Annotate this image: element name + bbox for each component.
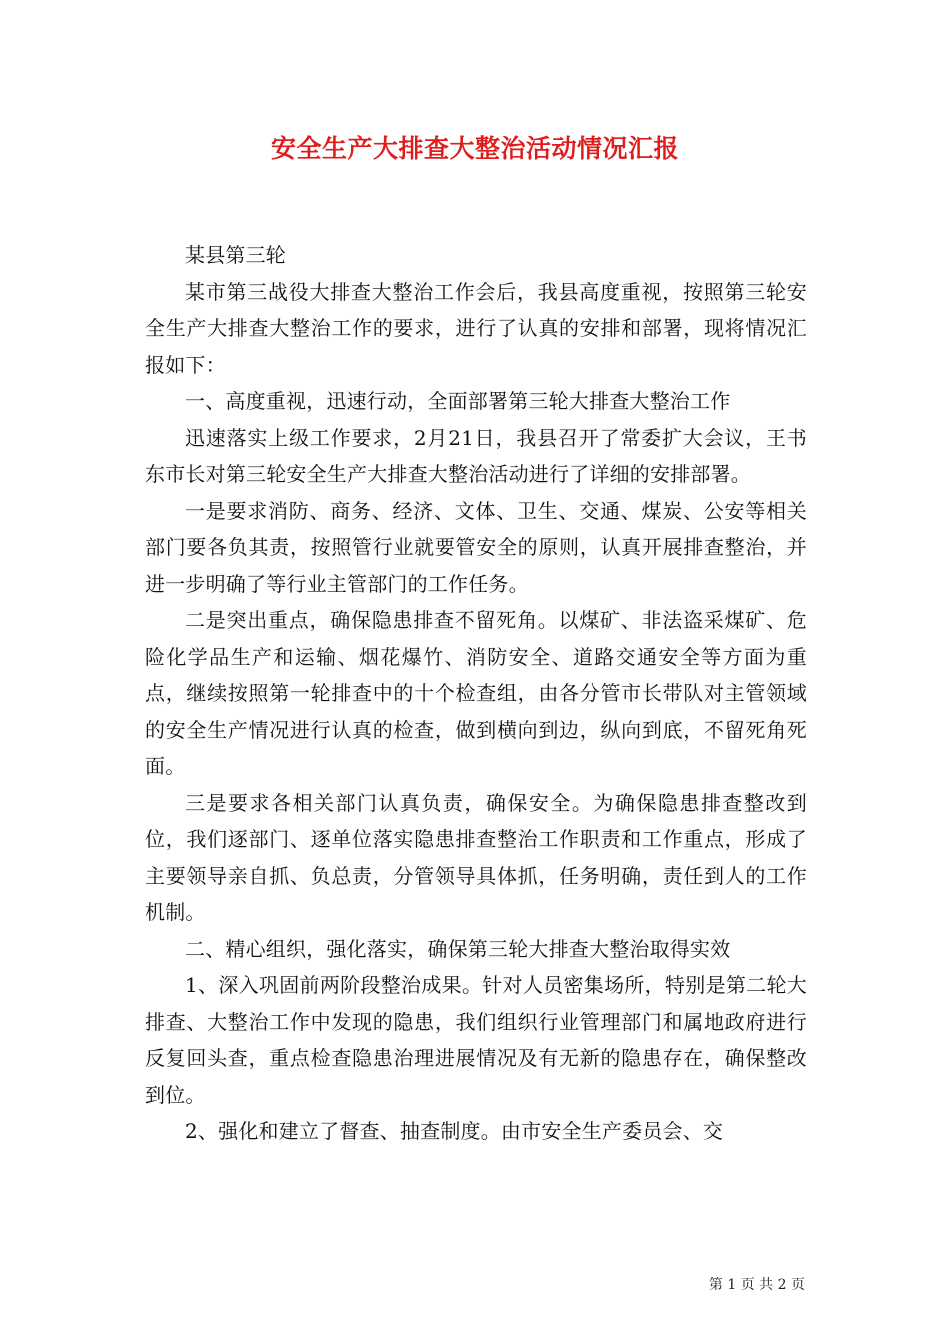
paragraph-8: 二、精心组织，强化落实，确保第三轮大排查大整治取得实效 (185, 936, 731, 961)
paragraph-4: 迅速落实上级工作要求，2月21日，我县召开了常委扩大会议，王书东市长对第三轮安全生产大排查大整治活动进行了详细的安排部署。 (145, 425, 807, 486)
paragraph-5: 一是要求消防、商务、经济、文体、卫生、交通、煤炭、公安等相关部门要各负其责，按照管行业就要管安全的原则，认真开展排查整治，并进一步明确了等行业主管部门的工作任务。 (145, 498, 807, 596)
paragraph-9: 1、深入巩固前两阶段整治成果。针对人员密集场所，特别是第二轮大排查、大整治工作中发现的隐患，我们组织行业管理部门和属地政府进行反复回头查，重点检查隐患治理进展情况及有无新的隐患存在，确保整改到位。 (145, 973, 807, 1107)
document-body (145, 237, 807, 1150)
paragraph-7: 三是要求各相关部门认真负责，确保安全。为确保隐患排查整改到位，我们逐部门、逐单位落实隐患排查整治工作职责和工作重点，形成了主要领导亲自抓、负总责，分管领导具体抓，任务明确，责任到人的工作机制。 (145, 790, 807, 924)
paragraph-6: 二是突出重点，确保隐患排查不留死角。以煤矿、非法盗采煤矿、危险化学品生产和运输、烟花爆竹、消防安全、道路交通安全等方面为重点，继续按照第一轮排查中的十个检查组，由各分管市长带队对主管领域的安全生产情况进行认真的检查，做到横向到边，纵向到底，不留死角死面。 (145, 608, 807, 778)
paragraph-10: 2、强化和建立了督查、抽查制度。由市安全生产委员会、交 (185, 1119, 724, 1143)
paragraph-1: 某县第三轮 (185, 243, 286, 267)
paragraph-2: 某市第三战役大排查大整治工作会后，我县高度重视，按照第三轮安全生产大排查大整治工作的要求，进行了认真的安排和部署，现将情况汇报如下： (145, 279, 807, 377)
page-number-footer: 第 1 页 共 2 页 (708, 1277, 805, 1293)
paragraph-3: 一、高度重视，迅速行动，全面部署第三轮大排查大整治工作 (185, 389, 731, 413)
document-title: 安全生产大排查大整治活动情况汇报 (270, 134, 679, 163)
